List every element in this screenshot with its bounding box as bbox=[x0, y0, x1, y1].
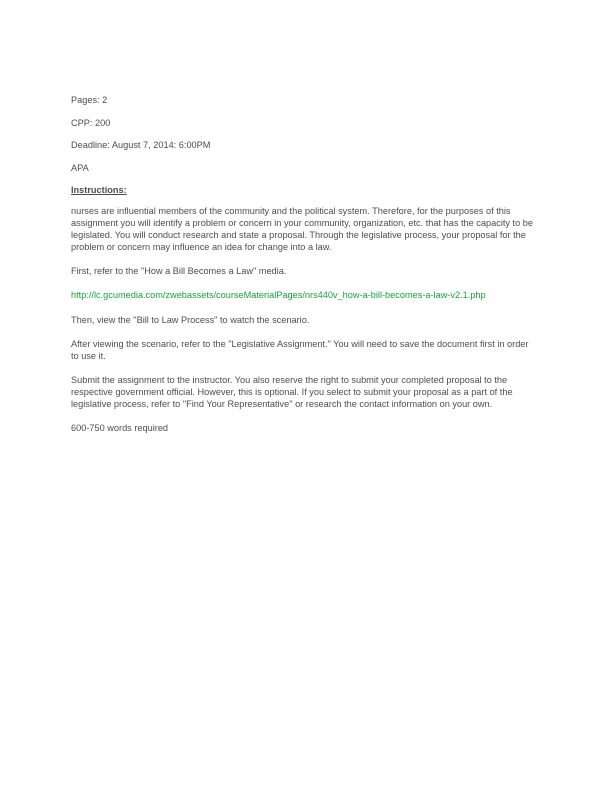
word-count-line: 600-750 words required bbox=[71, 423, 169, 433]
style-line: APA bbox=[71, 162, 89, 173]
pages-line: Pages: 2 bbox=[71, 95, 108, 105]
submit-paragraph: Submit the assignment to the instructor. You also reserve the right to submit your completed proposal to the respective government official. However, this is optional. If you select to submit your proposal as a part of the legislative process, refer to "Find Your Representative" or research the contact information on your own. bbox=[71, 375, 513, 409]
media-link[interactable]: http://lc.gcumedia.com/zwebassets/courseMaterialPages/nrs440v_how-a-bill-becomes-a-law-v2.1.php bbox=[71, 290, 486, 300]
media-link-row bbox=[71, 289, 533, 301]
instructions-heading: Instructions: bbox=[71, 185, 127, 195]
intro-paragraph: nurses are influential members of the community and the political system. Therefore, for the purposes of this assignment you will identify a problem or concern in your community, organization, etc. that has the capacity to be legislated. You will conduct research and state a proposal. Through the legislative process, your proposal for the problem or concern may influence an idea for change into a law. bbox=[71, 206, 533, 252]
legislative-assignment-paragraph: After viewing the scenario, refer to the "Legislative Assignment." You will need to save the document first in order to use it. bbox=[71, 339, 529, 361]
document-body bbox=[71, 94, 533, 445]
deadline-line: Deadline: August 7, 2014: 6:00PM bbox=[71, 140, 211, 150]
view-process-paragraph: Then, view the "Bill to Law Process" to watch the scenario. bbox=[71, 315, 310, 325]
refer-media-paragraph: First, refer to the "How a Bill Becomes a Law" media. bbox=[71, 266, 287, 276]
cpp-line: CPP: 200 bbox=[71, 117, 111, 128]
